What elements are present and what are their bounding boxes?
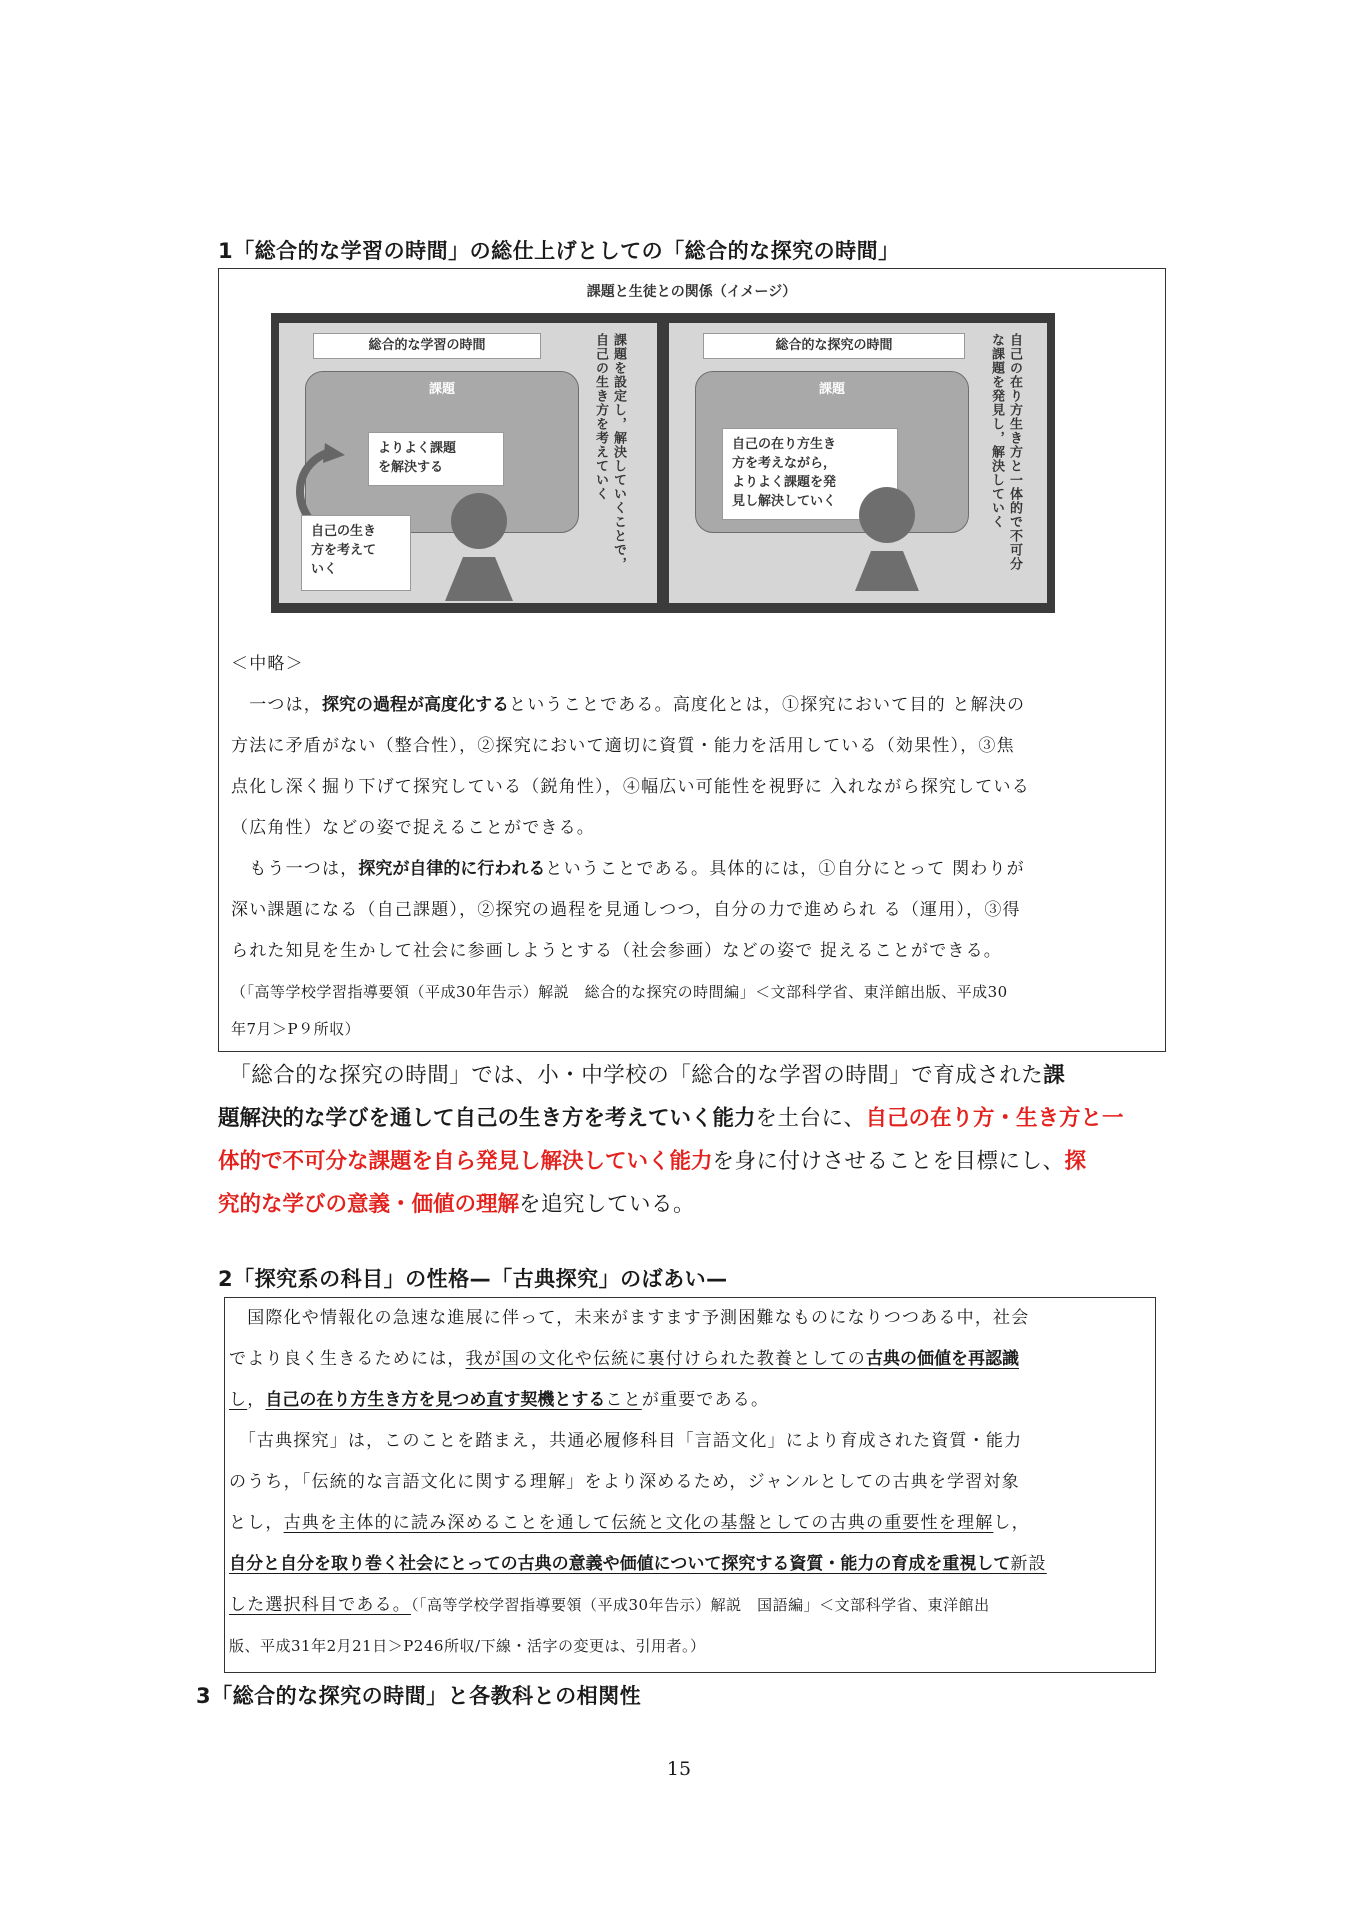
section-heading-1: 1「総合的な学習の時間」の総仕上げとしての「総合的な探究の時間」	[218, 239, 900, 263]
section-heading-2: 2「探究系の科目」の性格—「古典探究」のばあい—	[218, 1267, 728, 1291]
quote1-line: 方法に矛盾がない（整合性），②探究において適切に資質・能力を活用している（効果性），③焦	[231, 736, 1015, 756]
vertical-caption-left: 課題を設定し，解決していくことで， 自己の生き方を考えていく	[593, 333, 626, 571]
kadai-label-left: 課題	[428, 382, 455, 397]
summary-line: 体的で不可分な課題を自ら発見し解決していく能力を身に付けさせることを目標にし、探	[218, 1149, 1087, 1174]
quote2-line: のうち，「伝統的な言語文化に関する理解」をより深めるため，ジャンルとしての古典を学習対象	[229, 1472, 1020, 1492]
quote1-line: られた知見を生かして社会に参画しようとする（社会参画）などの姿で 捉えることができる。	[231, 941, 1003, 961]
highlight-red: 体的で不可分な課題を自ら発見し解決していく能力	[218, 1149, 713, 1174]
panel-label-right: 総合的な探究の時間	[703, 333, 965, 359]
quote1-line: もう一つは，探究が自律的に行われるということである。具体的には，①自分にとって 関わりが	[249, 859, 1025, 879]
summary-line: 「総合的な探究の時間」では、小・中学校の「総合的な学習の時間」で育成された課	[240, 1063, 1065, 1088]
summary-line: 題解決的な学びを通して自己の生き方を考えていく能力を土台に、自己の在り方・生き方と一	[218, 1106, 1124, 1131]
emphasis-text: 自分と自分を取り巻く社会にとっての古典の意義や価値について探究する資質・能力の育成を重視して	[229, 1554, 1011, 1574]
section-heading-3: 3「総合的な探究の時間」と各教科との相関性	[196, 1684, 642, 1708]
emphasis-text: 自己の在り方生き方を見つめ直す契機とする	[265, 1390, 606, 1410]
diagram-title: 課題と生徒との関係（イメージ）	[586, 284, 797, 300]
highlight-red: 自己の在り方・生き方と一	[865, 1106, 1124, 1131]
diagram-frame	[271, 313, 1055, 613]
diagram	[219, 269, 1164, 629]
student-box-left: 自己の生き 方を考えて いく	[301, 515, 411, 591]
quote-box-1	[218, 268, 1166, 1052]
panel-integrated-learning	[279, 323, 657, 603]
quote2-line: とし，古典を主体的に読み深めることを通して伝統と文化の基盤としての古典の重要性を理解し，	[229, 1513, 1030, 1533]
emphasis-text: 探究の過程が高度化する	[322, 695, 510, 715]
kadai-area-right	[695, 371, 969, 533]
quote1-line: 点化し深く掘り下げて探究している（鋭角性），④幅広い可能性を視野に 入れながら探究している	[231, 777, 1030, 797]
summary-line: 究的な学びの意義・価値の理解を追究している。	[218, 1192, 696, 1217]
emphasis-text: 古典の価値を再認識	[866, 1349, 1020, 1369]
inner-box-right: 自己の在り方生き 方を考えながら， よりよく課題を発 見し解決していく	[722, 428, 898, 520]
quote1-line: （広角性）などの姿で捉えることができる。	[231, 818, 595, 838]
citation-line: 版、平成31年2月21日＞P246所収/下線・活字の変更は、引用者。）	[229, 1637, 706, 1655]
omission-marker: ＜中略＞	[231, 654, 304, 674]
panel-label-left: 総合的な学習の時間	[313, 333, 541, 359]
panel-inquiry-learning	[669, 323, 1047, 603]
page-number: 15	[666, 1758, 692, 1780]
citation-line: 年7月＞P９所収）	[231, 1020, 361, 1038]
highlight-red: 探	[1064, 1149, 1087, 1174]
highlight-red: 究的な学びの意義・価値の理解	[218, 1192, 520, 1217]
quote2-line: 国際化や情報化の急速な進展に伴って，未来がますます予測困難なものになりつつある中，社会	[247, 1308, 1030, 1328]
citation-line: （「高等学校学習指導要領（平成30年告示）解説 総合的な探究の時間編」＜文部科学省、東洋館出版、平成30	[231, 983, 1008, 1001]
quote2-line: でより良く生きるためには，我が国の文化や伝統に裏付けられた教養としての古典の価値を再認識	[229, 1349, 1020, 1369]
vertical-caption-right: 自己の在り方生き方と一体的で不可分 な課題を発見し，解決していく	[989, 333, 1022, 571]
student-figure-icon	[847, 483, 927, 593]
inner-box-left: よりよく課題 を解決する	[368, 432, 504, 486]
emphasis-text: 探究が自律的に行われる	[358, 859, 546, 879]
quote1-line: 深い課題になる（自己課題），②探究の過程を見通しつつ，自分の力で進められ る（運用），③得	[231, 900, 1021, 920]
quote2-line: した選択科目である。（「高等学校学習指導要領（平成30年告示）解説 国語編」＜文部科学省、東洋館出	[229, 1595, 990, 1615]
student-figure-icon	[439, 491, 519, 601]
quote-box-2	[224, 1297, 1156, 1673]
quote2-line: 「古典探究」は，このことを踏まえ，共通必履修科目「言語文化」により育成された資質・能力	[247, 1431, 1023, 1451]
quote1-line: 一つは，探究の過程が高度化するということである。高度化とは，①探究において目的 と解決の	[249, 695, 1026, 715]
kadai-label-right: 課題	[818, 382, 845, 397]
emphasis-text: 題解決的な学びを通して自己の生き方を考えていく能力	[218, 1106, 756, 1131]
quote2-line: し，自己の在り方生き方を見つめ直す契機とすることが重要である。	[229, 1390, 770, 1410]
quote2-line: 自分と自分を取り巻く社会にとっての古典の意義や価値について探究する資質・能力の育成を重視して新設	[229, 1554, 1047, 1574]
